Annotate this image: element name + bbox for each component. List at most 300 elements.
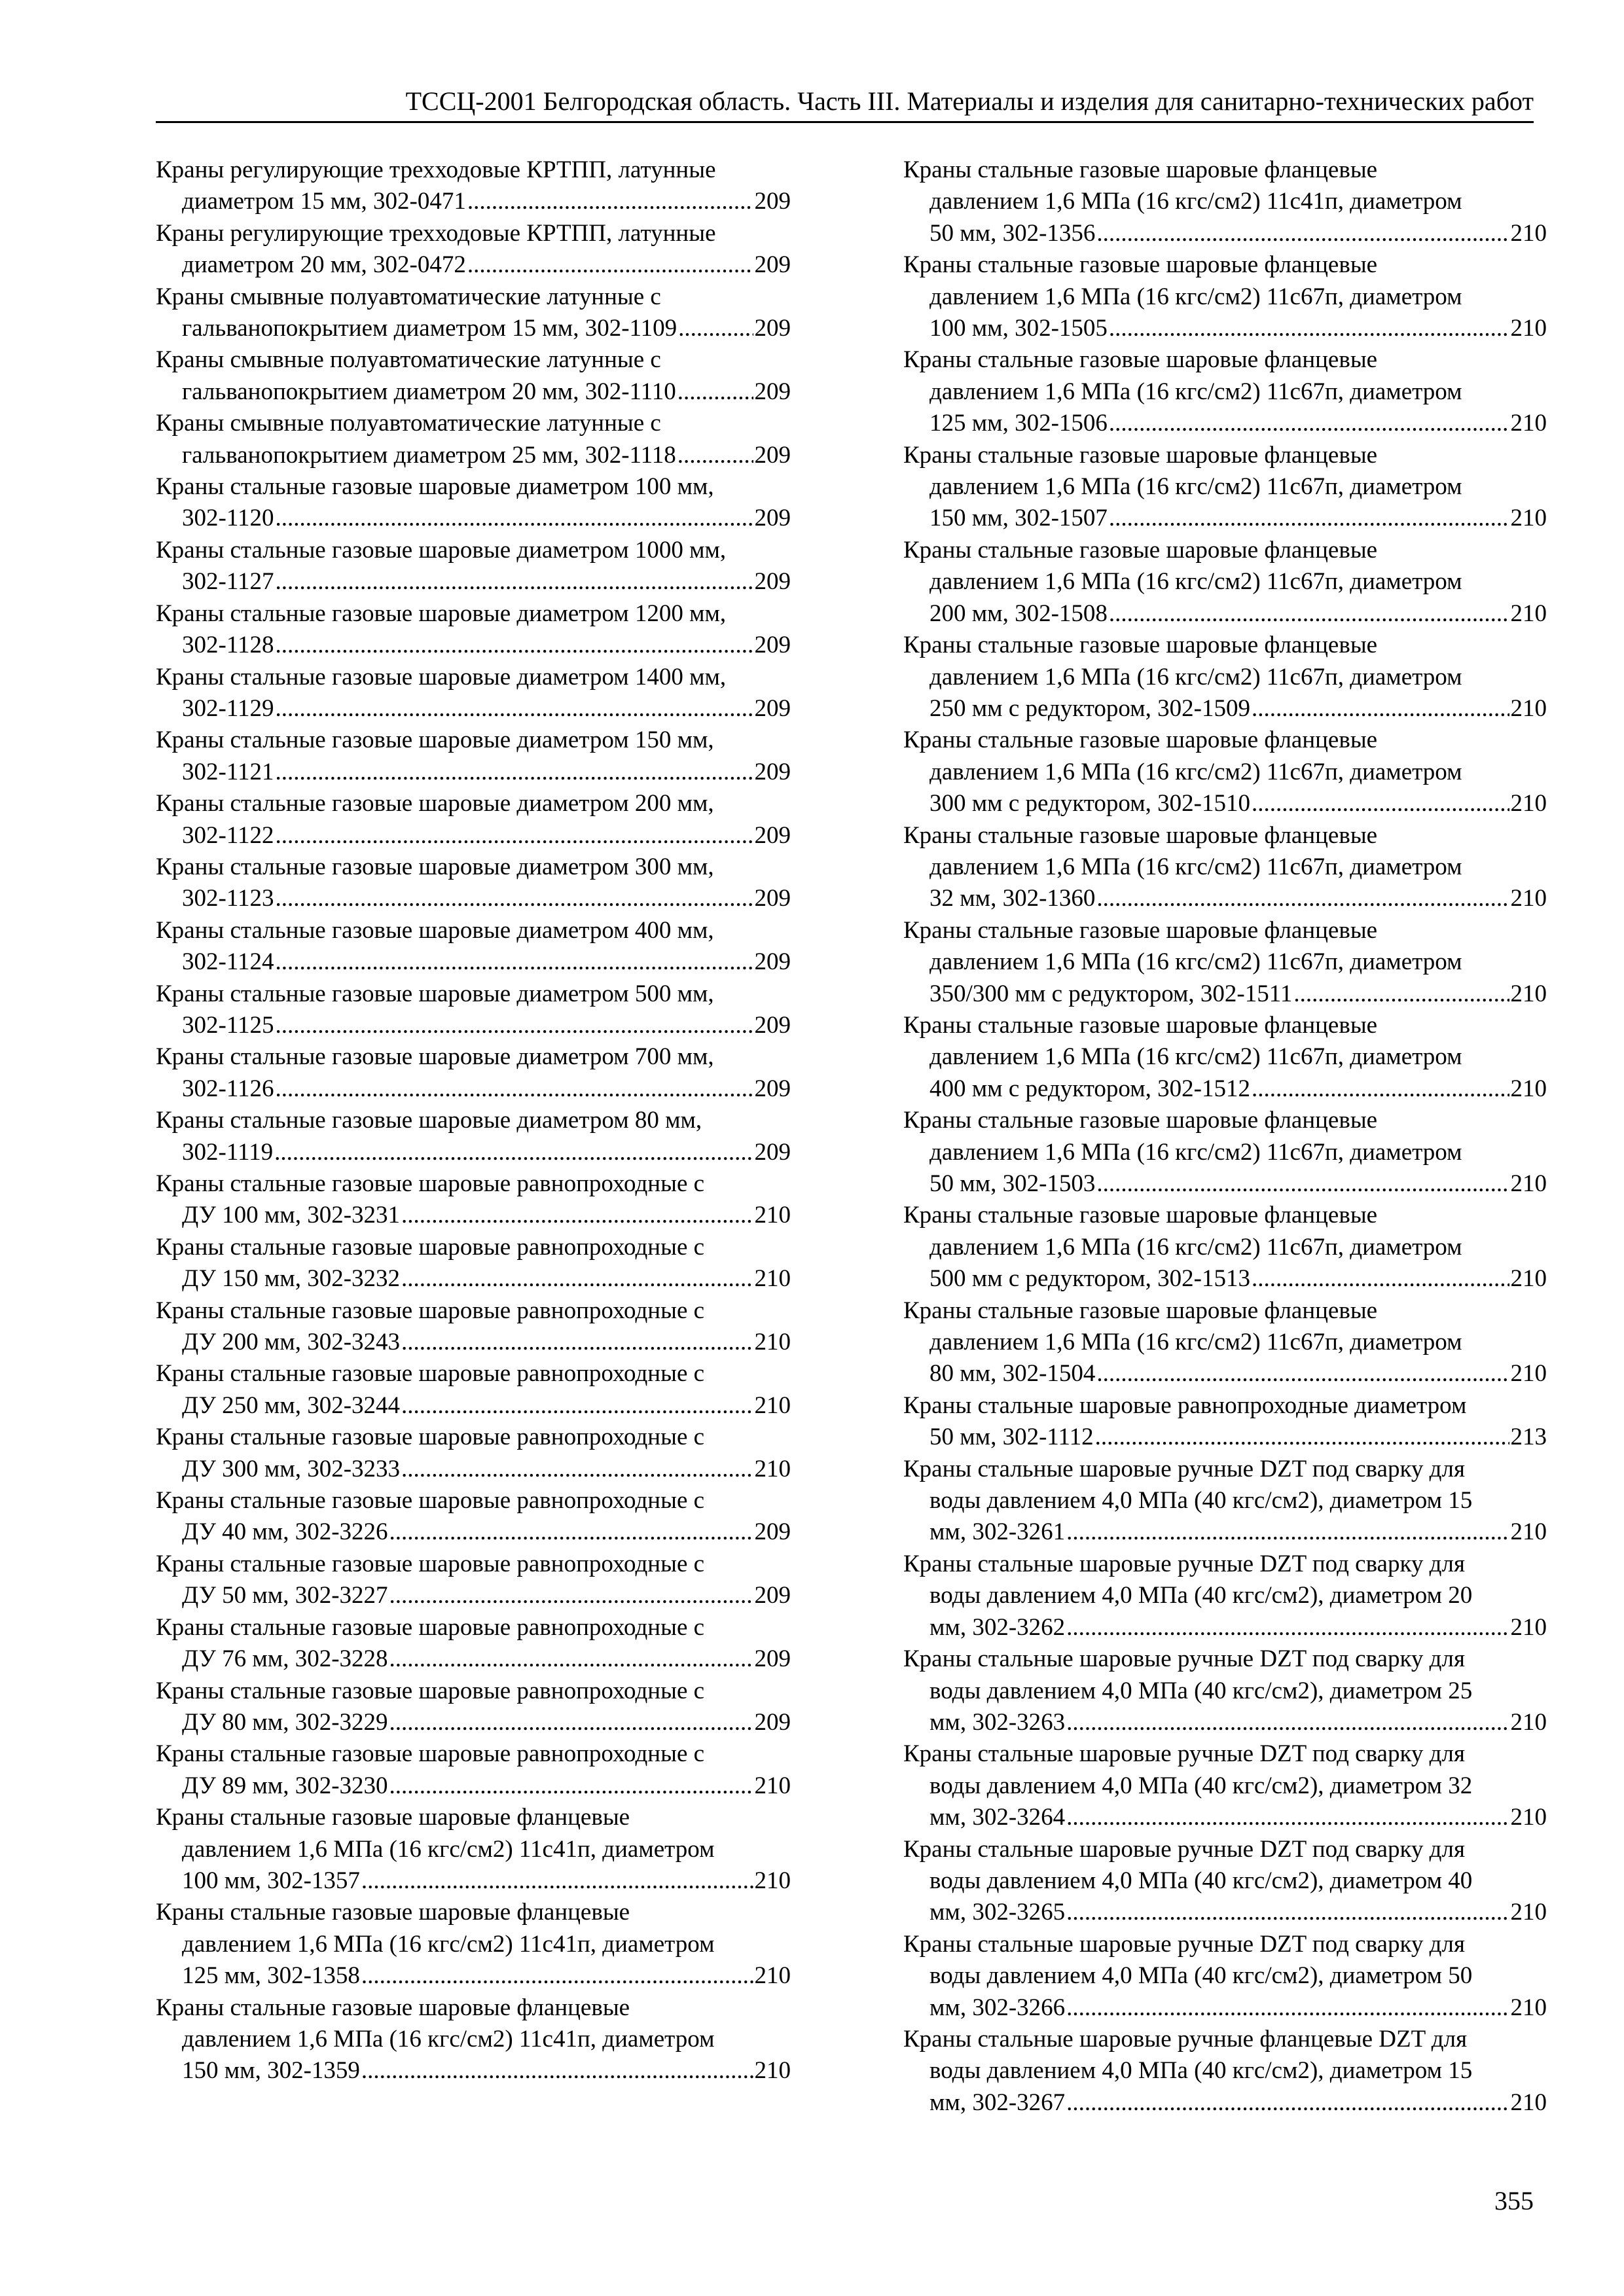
index-entry bbox=[903, 535, 1547, 630]
entry-code: ДУ 80 мм, 302-3229 bbox=[182, 1708, 388, 1736]
entry-continuation-line: давлением 1,6 МПа (16 кгс/см2) 11с41п, диаметром bbox=[182, 1835, 715, 1863]
index-entry bbox=[903, 1929, 1547, 2024]
entry-title-line: Краны стальные газовые шаровые равнопроходные с bbox=[156, 1297, 705, 1324]
entry-code: 200 мм, 302-1508 bbox=[929, 600, 1108, 627]
entry-continuation-line: воды давлением 4,0 МПа (40 кгс/см2), диаметром 32 bbox=[929, 1772, 1473, 1799]
entry-last-line bbox=[156, 1516, 791, 1548]
dot-leader bbox=[1252, 1263, 1509, 1295]
entry-last-line bbox=[903, 1516, 1547, 1548]
index-entry bbox=[903, 1549, 1547, 1643]
index-entry bbox=[156, 915, 791, 978]
entry-title-line: Краны стальные шаровые ручные DZT под сварку для bbox=[903, 1455, 1465, 1482]
index-entry bbox=[156, 1358, 791, 1422]
index-entry bbox=[903, 1105, 1547, 1200]
dot-leader bbox=[361, 1865, 753, 1897]
entry-code: 500 мм с редуктором, 302-1513 bbox=[929, 1265, 1250, 1293]
entry-page-number: 210 bbox=[1510, 1613, 1547, 1641]
entry-code: 302-1121 bbox=[182, 758, 274, 785]
entry-last-line bbox=[156, 1454, 791, 1485]
entry-page-number: 210 bbox=[1510, 2089, 1547, 2116]
index-entry bbox=[903, 440, 1547, 535]
entry-title-line: Краны стальные газовые шаровые диаметром 150 мм, bbox=[156, 726, 714, 754]
header-rule bbox=[156, 121, 1534, 123]
entry-continuation-line: давлением 1,6 МПа (16 кгс/см2) 11с67п, диаметром bbox=[929, 758, 1462, 785]
entry-title-line: Краны стальные газовые шаровые диаметром 400 мм, bbox=[156, 916, 714, 944]
entry-last-line bbox=[156, 1263, 791, 1295]
index-entry bbox=[903, 1738, 1547, 1833]
entry-last-line bbox=[156, 249, 791, 281]
entry-code: гальванопокрытием диаметром 20 мм, 302-1110 bbox=[182, 378, 676, 405]
entry-code: 100 мм, 302-1505 bbox=[929, 315, 1108, 342]
entry-page-number: 209 bbox=[754, 378, 791, 405]
entry-code: 300 мм с редуктором, 302-1510 bbox=[929, 790, 1250, 817]
entry-code: 302-1119 bbox=[182, 1138, 274, 1166]
dot-leader bbox=[467, 186, 753, 217]
entry-page-number: 210 bbox=[1510, 1360, 1547, 1388]
entry-title-line: Краны стальные газовые шаровые фланцевые bbox=[903, 1202, 1378, 1229]
entry-code: 302-1122 bbox=[182, 821, 274, 849]
index-entry bbox=[156, 1422, 791, 1485]
dot-leader bbox=[1066, 1802, 1509, 1833]
entry-code: диаметром 20 мм, 302-0472 bbox=[182, 251, 466, 279]
entry-code: 302-1120 bbox=[182, 505, 274, 532]
dot-leader bbox=[1066, 1612, 1509, 1643]
entry-title-line: Краны стальные газовые шаровые фланцевые bbox=[903, 251, 1378, 279]
entry-page-number: 209 bbox=[754, 694, 791, 722]
dot-leader bbox=[275, 820, 753, 852]
entry-page-number: 210 bbox=[1510, 790, 1547, 817]
index-entry bbox=[156, 978, 791, 1042]
entry-page-number: 209 bbox=[754, 632, 791, 659]
index-entry bbox=[156, 408, 791, 471]
entry-continuation-line: воды давлением 4,0 МПа (40 кгс/см2), диаметром 15 bbox=[929, 1487, 1473, 1515]
entry-page-number: 210 bbox=[754, 1329, 791, 1356]
entry-title-line: Краны стальные газовые шаровые фланцевые bbox=[156, 1994, 630, 2021]
entry-last-line bbox=[903, 1612, 1547, 1643]
entry-title-line: Краны стальные газовые шаровые равнопроходные с bbox=[156, 1740, 705, 1768]
dot-leader bbox=[1109, 598, 1509, 630]
dot-leader bbox=[275, 693, 753, 725]
entry-last-line bbox=[903, 1992, 1547, 2024]
dot-leader bbox=[275, 566, 753, 598]
entry-page-number: 210 bbox=[754, 1202, 791, 1229]
entry-title-line: Краны стальные газовые шаровые фланцевые bbox=[903, 346, 1378, 374]
dot-leader bbox=[275, 1073, 753, 1105]
dot-leader bbox=[389, 1707, 753, 1738]
index-entry bbox=[156, 1105, 791, 1168]
entry-title-line: Краны стальные газовые шаровые диаметром 500 мм, bbox=[156, 980, 714, 1007]
entry-last-line bbox=[903, 218, 1547, 249]
entry-page-number: 210 bbox=[754, 1265, 791, 1293]
index-entry bbox=[156, 598, 791, 662]
entry-page-number: 209 bbox=[754, 441, 791, 469]
index-column-left bbox=[156, 154, 791, 2087]
index-entry bbox=[903, 1834, 1547, 1929]
entry-code: 100 мм, 302-1357 bbox=[182, 1867, 360, 1894]
entry-title-line: Краны стальные газовые шаровые равнопроходные с bbox=[156, 1233, 705, 1261]
dot-leader bbox=[1096, 218, 1509, 249]
entry-code: 50 мм, 302-1356 bbox=[929, 219, 1096, 247]
entry-last-line bbox=[156, 503, 791, 534]
entry-page-number: 209 bbox=[754, 821, 791, 849]
entry-title-line: Краны стальные газовые шаровые диаметром 1000 мм, bbox=[156, 536, 727, 564]
dot-leader bbox=[1096, 1168, 1509, 1200]
index-entry bbox=[903, 725, 1547, 819]
entry-continuation-line: давлением 1,6 МПа (16 кгс/см2) 11с67п, диаметром bbox=[929, 663, 1462, 691]
entry-title-line: Краны стальные газовые шаровые равнопроходные с bbox=[156, 1170, 705, 1197]
entry-continuation-line: давлением 1,6 МПа (16 кгс/см2) 11с67п, диаметром bbox=[929, 378, 1462, 405]
index-entry bbox=[903, 1454, 1547, 1549]
entry-continuation-line: давлением 1,6 МПа (16 кгс/см2) 11с41п, диаметром bbox=[182, 2025, 715, 2053]
entry-title-line: Краны регулирующие трехходовые КРТПП, латунные bbox=[156, 219, 716, 247]
entry-code: ДУ 100 мм, 302-3231 bbox=[182, 1202, 401, 1229]
entry-code: 302-1125 bbox=[182, 1011, 274, 1039]
index-entry bbox=[156, 852, 791, 915]
dot-leader bbox=[275, 630, 753, 661]
entry-last-line bbox=[903, 408, 1547, 439]
entry-last-line bbox=[156, 1137, 791, 1168]
entry-page-number: 210 bbox=[1510, 600, 1547, 627]
page-number: 355 bbox=[1494, 2186, 1534, 2215]
entry-page-number: 210 bbox=[1510, 219, 1547, 247]
entry-last-line bbox=[156, 757, 791, 788]
entry-code: 302-1127 bbox=[182, 568, 274, 596]
entry-last-line bbox=[156, 946, 791, 978]
entry-page-number: 210 bbox=[1510, 410, 1547, 437]
entry-title-line: Краны стальные газовые шаровые фланцевые bbox=[903, 726, 1378, 754]
entry-continuation-line: давлением 1,6 МПа (16 кгс/см2) 11с67п, диаметром bbox=[929, 568, 1462, 596]
entry-title-line: Краны стальные газовые шаровые фланцевые bbox=[903, 1011, 1378, 1039]
entry-last-line bbox=[903, 883, 1547, 914]
entry-page-number: 209 bbox=[754, 1075, 791, 1102]
entry-page-number: 209 bbox=[754, 1138, 791, 1166]
dot-leader bbox=[1066, 1897, 1509, 1928]
entry-title-line: Краны стальные газовые шаровые фланцевые bbox=[903, 156, 1378, 183]
entry-continuation-line: воды давлением 4,0 МПа (40 кгс/см2), диаметром 50 bbox=[929, 1962, 1473, 1990]
entry-title-line: Краны стальные газовые шаровые фланцевые bbox=[903, 632, 1378, 659]
entry-continuation-line: давлением 1,6 МПа (16 кгс/см2) 11с67п, диаметром bbox=[929, 1138, 1462, 1166]
entry-code: мм, 302-3267 bbox=[929, 2089, 1066, 2116]
entry-title-line: Краны стальные газовые шаровые диаметром 700 мм, bbox=[156, 1043, 714, 1071]
index-entry bbox=[903, 1010, 1547, 1105]
entry-title-line: Краны стальные газовые шаровые равнопроходные с bbox=[156, 1550, 705, 1577]
entry-last-line bbox=[903, 978, 1547, 1010]
entry-last-line bbox=[156, 1770, 791, 1802]
dot-leader bbox=[467, 249, 753, 281]
dot-leader bbox=[677, 376, 753, 408]
entry-title-line: Краны стальные шаровые ручные DZT под сварку для bbox=[903, 1740, 1465, 1768]
entry-continuation-line: давлением 1,6 МПа (16 кгс/см2) 11с67п, диаметром bbox=[929, 1233, 1462, 1261]
entry-last-line bbox=[156, 1707, 791, 1738]
dot-leader bbox=[275, 757, 753, 788]
index-entry bbox=[903, 1390, 1547, 1454]
entry-page-number: 209 bbox=[754, 251, 791, 279]
entry-page-number: 209 bbox=[754, 758, 791, 785]
entry-code: 80 мм, 302-1504 bbox=[929, 1360, 1096, 1388]
entry-code: гальванопокрытием диаметром 15 мм, 302-1109 bbox=[182, 315, 677, 342]
entry-page-number: 209 bbox=[754, 1518, 791, 1546]
entry-page-number: 210 bbox=[754, 1772, 791, 1799]
entry-code: 350/300 мм с редуктором, 302-1511 bbox=[929, 980, 1293, 1007]
dot-leader bbox=[275, 883, 753, 914]
dot-leader bbox=[1066, 1707, 1509, 1738]
entry-title-line: Краны стальные шаровые ручные DZT под сварку для bbox=[903, 1550, 1465, 1577]
entry-last-line bbox=[903, 788, 1547, 819]
entry-code: 302-1129 bbox=[182, 694, 274, 722]
dot-leader bbox=[678, 313, 753, 344]
index-entry bbox=[156, 218, 791, 281]
entry-page-number: 210 bbox=[1510, 1899, 1547, 1926]
entry-title-line: Краны стальные газовые шаровые фланцевые bbox=[903, 536, 1378, 564]
dot-leader bbox=[1066, 1516, 1509, 1548]
entry-continuation-line: воды давлением 4,0 МПа (40 кгс/см2), диаметром 20 bbox=[929, 1582, 1473, 1609]
entry-continuation-line: давлением 1,6 МПа (16 кгс/см2) 11с67п, диаметром bbox=[929, 853, 1462, 880]
entry-last-line bbox=[156, 1643, 791, 1675]
entry-page-number: 210 bbox=[1510, 980, 1547, 1007]
dot-leader bbox=[1066, 1992, 1509, 2024]
entry-title-line: Краны стальные газовые шаровые фланцевые bbox=[903, 1297, 1378, 1324]
index-entry bbox=[903, 344, 1547, 439]
entry-last-line bbox=[903, 1707, 1547, 1738]
entry-page-number: 209 bbox=[754, 885, 791, 912]
entry-code: 150 мм, 302-1359 bbox=[182, 2057, 360, 2085]
entry-code: ДУ 150 мм, 302-3232 bbox=[182, 1265, 401, 1293]
entry-last-line bbox=[156, 693, 791, 725]
entry-last-line bbox=[903, 1073, 1547, 1105]
index-entry bbox=[156, 1549, 791, 1612]
entry-last-line bbox=[156, 1200, 791, 1231]
entry-page-number: 210 bbox=[1510, 1708, 1547, 1736]
index-entry bbox=[156, 1168, 791, 1232]
entry-title-line: Краны стальные газовые шаровые равнопроходные с bbox=[156, 1613, 705, 1641]
entry-last-line bbox=[156, 566, 791, 598]
entry-last-line bbox=[156, 883, 791, 914]
entry-title-line: Краны стальные шаровые ручные фланцевые DZT для bbox=[903, 2025, 1468, 2053]
entry-code: 302-1126 bbox=[182, 1075, 274, 1102]
entry-title-line: Краны стальные газовые шаровые фланцевые bbox=[903, 916, 1378, 944]
entry-page-number: 210 bbox=[1510, 315, 1547, 342]
entry-code: мм, 302-3266 bbox=[929, 1994, 1066, 2021]
index-entry bbox=[156, 725, 791, 788]
entry-page-number: 210 bbox=[1510, 885, 1547, 912]
entry-page-number: 209 bbox=[754, 1708, 791, 1736]
entry-last-line bbox=[156, 1390, 791, 1422]
entry-title-line: Краны стальные газовые шаровые равнопроходные с bbox=[156, 1360, 705, 1388]
entry-title-line: Краны стальные газовые шаровые фланцевые bbox=[156, 1804, 630, 1831]
entry-code: 32 мм, 302-1360 bbox=[929, 885, 1096, 912]
index-entry bbox=[156, 1485, 791, 1549]
entry-code: ДУ 300 мм, 302-3233 bbox=[182, 1455, 401, 1482]
entry-code: 125 мм, 302-1506 bbox=[929, 410, 1108, 437]
entry-last-line bbox=[156, 1073, 791, 1105]
entry-continuation-line: давлением 1,6 МПа (16 кгс/см2) 11с67п, диаметром bbox=[929, 473, 1462, 501]
entry-page-number: 210 bbox=[754, 1455, 791, 1482]
index-entry bbox=[903, 820, 1547, 915]
entry-title-line: Краны стальные шаровые ручные DZT под сварку для bbox=[903, 1930, 1465, 1958]
dot-leader bbox=[275, 1010, 753, 1041]
entry-title-line: Краны стальные газовые шаровые фланцевые bbox=[156, 1899, 630, 1926]
entry-page-number: 210 bbox=[754, 1867, 791, 1894]
entry-code: 302-1123 bbox=[182, 885, 274, 912]
index-entry bbox=[903, 1643, 1547, 1738]
index-entry bbox=[156, 1992, 791, 2087]
entry-page-number: 209 bbox=[754, 568, 791, 596]
dot-leader bbox=[401, 1390, 753, 1422]
entry-title-line: Краны стальные газовые шаровые равнопроходные с bbox=[156, 1424, 705, 1451]
dot-leader bbox=[1096, 1358, 1509, 1390]
entry-last-line bbox=[156, 1580, 791, 1611]
entry-code: 400 мм с редуктором, 302-1512 bbox=[929, 1075, 1250, 1102]
index-entry bbox=[903, 2024, 1547, 2119]
entry-code: диаметром 15 мм, 302-0471 bbox=[182, 188, 466, 215]
index-column-right bbox=[903, 154, 1547, 2119]
entry-code: ДУ 250 мм, 302-3244 bbox=[182, 1391, 401, 1419]
entry-title-line: Краны смывные полуавтоматические латунные с bbox=[156, 410, 661, 437]
entry-last-line bbox=[903, 1358, 1547, 1390]
entry-code: 125 мм, 302-1358 bbox=[182, 1962, 360, 1990]
dot-leader bbox=[401, 1327, 753, 1358]
dot-leader bbox=[389, 1516, 753, 1548]
entry-title-line: Краны стальные газовые шаровые диаметром 1400 мм, bbox=[156, 663, 727, 691]
index-entry bbox=[156, 344, 791, 408]
entry-continuation-line: воды давлением 4,0 МПа (40 кгс/см2), диаметром 40 bbox=[929, 1867, 1473, 1894]
entry-last-line bbox=[156, 630, 791, 661]
index-entry bbox=[156, 1738, 791, 1802]
entry-page-number: 209 bbox=[754, 1011, 791, 1039]
index-entry bbox=[156, 788, 791, 852]
dot-leader bbox=[389, 1770, 753, 1802]
entry-last-line bbox=[156, 1865, 791, 1897]
entry-title-line: Краны стальные газовые шаровые диаметром 1200 мм, bbox=[156, 600, 727, 627]
dot-leader bbox=[1252, 1073, 1509, 1105]
entry-page-number: 209 bbox=[754, 1645, 791, 1673]
entry-page-number: 209 bbox=[754, 1582, 791, 1609]
entry-code: мм, 302-3263 bbox=[929, 1708, 1066, 1736]
entry-continuation-line: воды давлением 4,0 МПа (40 кгс/см2), диаметром 25 bbox=[929, 1677, 1473, 1704]
dot-leader bbox=[275, 946, 753, 978]
entry-continuation-line: давлением 1,6 МПа (16 кгс/см2) 11с67п, диаметром bbox=[929, 1329, 1462, 1356]
entry-title-line: Краны стальные газовые шаровые равнопроходные с bbox=[156, 1677, 705, 1704]
entry-page-number: 210 bbox=[1510, 1994, 1547, 2021]
entry-last-line bbox=[156, 376, 791, 408]
dot-leader bbox=[274, 1137, 753, 1168]
entry-continuation-line: давлением 1,6 МПа (16 кгс/см2) 11с67п, диаметром bbox=[929, 283, 1462, 310]
entry-last-line bbox=[903, 313, 1547, 344]
entry-page-number: 210 bbox=[754, 1962, 791, 1990]
entry-code: ДУ 40 мм, 302-3226 bbox=[182, 1518, 388, 1546]
entry-continuation-line: давлением 1,6 МПа (16 кгс/см2) 11с41п, диаметром bbox=[929, 188, 1462, 215]
index-entry bbox=[903, 630, 1547, 725]
entry-code: ДУ 50 мм, 302-3227 bbox=[182, 1582, 388, 1609]
dot-leader bbox=[1066, 2087, 1509, 2119]
entry-title-line: Краны стальные шаровые равнопроходные диаметром bbox=[903, 1391, 1467, 1419]
entry-last-line bbox=[903, 1422, 1547, 1453]
entry-continuation-line: давлением 1,6 МПа (16 кгс/см2) 11с67п, диаметром bbox=[929, 1043, 1462, 1071]
entry-last-line bbox=[903, 503, 1547, 534]
dot-leader bbox=[401, 1263, 753, 1295]
entry-last-line bbox=[156, 1010, 791, 1041]
entry-code: мм, 302-3262 bbox=[929, 1613, 1066, 1641]
entry-last-line bbox=[156, 820, 791, 852]
index-entry bbox=[903, 249, 1547, 344]
entry-last-line bbox=[903, 1897, 1547, 1928]
entry-title-line: Краны смывные полуавтоматические латунные с bbox=[156, 283, 661, 310]
index-entry bbox=[156, 662, 791, 725]
dot-leader bbox=[275, 503, 753, 534]
entry-last-line bbox=[903, 1168, 1547, 1200]
entry-title-line: Краны стальные газовые шаровые диаметром 300 мм, bbox=[156, 853, 714, 880]
dot-leader bbox=[361, 1960, 753, 1992]
index-entry bbox=[903, 1200, 1547, 1295]
entry-continuation-line: давлением 1,6 МПа (16 кгс/см2) 11с41п, диаметром bbox=[182, 1930, 715, 1958]
entry-page-number: 210 bbox=[1510, 1265, 1547, 1293]
entry-page-number: 210 bbox=[1510, 505, 1547, 532]
dot-leader bbox=[677, 440, 753, 471]
dot-leader bbox=[401, 1200, 753, 1231]
index-entry bbox=[156, 1295, 791, 1359]
entry-last-line bbox=[156, 1960, 791, 1992]
index-entry bbox=[903, 154, 1547, 249]
index-entry bbox=[156, 1676, 791, 1739]
entry-title-line: Краны стальные газовые шаровые фланцевые bbox=[903, 1107, 1378, 1134]
index-entry bbox=[156, 1802, 791, 1897]
index-entry bbox=[156, 1041, 791, 1105]
running-header: ТССЦ-2001 Белгородская область. Часть III. Материалы и изделия для санитарно-технических работ bbox=[405, 86, 1534, 116]
dot-leader bbox=[389, 1580, 753, 1611]
entry-page-number: 210 bbox=[754, 1391, 791, 1419]
entry-last-line bbox=[156, 186, 791, 217]
dot-leader bbox=[1109, 503, 1509, 534]
entry-title-line: Краны стальные газовые шаровые фланцевые bbox=[903, 821, 1378, 849]
entry-code: ДУ 89 мм, 302-3230 bbox=[182, 1772, 388, 1799]
entry-code: ДУ 200 мм, 302-3243 bbox=[182, 1329, 401, 1356]
entry-page-number: 210 bbox=[1510, 694, 1547, 722]
entry-page-number: 209 bbox=[754, 188, 791, 215]
entry-title-line: Краны стальные газовые шаровые равнопроходные с bbox=[156, 1487, 705, 1515]
dot-leader bbox=[389, 1643, 753, 1675]
entry-last-line bbox=[903, 598, 1547, 630]
index-entry bbox=[156, 471, 791, 535]
entry-code: мм, 302-3264 bbox=[929, 1804, 1066, 1831]
dot-leader bbox=[1109, 408, 1509, 439]
entry-code: гальванопокрытием диаметром 25 мм, 302-1118 bbox=[182, 441, 676, 469]
entry-code: 150 мм, 302-1507 bbox=[929, 505, 1108, 532]
entry-code: 250 мм с редуктором, 302-1509 bbox=[929, 694, 1250, 722]
index-entry bbox=[156, 535, 791, 598]
dot-leader bbox=[1293, 978, 1509, 1010]
entry-last-line bbox=[903, 1802, 1547, 1833]
entry-code: 302-1124 bbox=[182, 948, 274, 976]
entry-code: ДУ 76 мм, 302-3228 bbox=[182, 1645, 388, 1673]
dot-leader bbox=[1095, 1422, 1509, 1453]
entry-code: 50 мм, 302-1112 bbox=[929, 1424, 1094, 1451]
dot-leader bbox=[1096, 883, 1509, 914]
index-entry bbox=[156, 154, 791, 218]
index-entry bbox=[903, 1295, 1547, 1390]
entry-page-number: 209 bbox=[754, 505, 791, 532]
entry-last-line bbox=[903, 1263, 1547, 1295]
entry-page-number: 209 bbox=[754, 315, 791, 342]
entry-title-line: Краны стальные газовые шаровые диаметром 100 мм, bbox=[156, 473, 714, 501]
entry-page-number: 210 bbox=[754, 2057, 791, 2085]
entry-continuation-line: воды давлением 4,0 МПа (40 кгс/см2), диаметром 15 bbox=[929, 2057, 1473, 2085]
entry-page-number: 210 bbox=[1510, 1075, 1547, 1102]
entry-title-line: Краны стальные газовые шаровые диаметром 80 мм, bbox=[156, 1107, 702, 1134]
entry-continuation-line: давлением 1,6 МПа (16 кгс/см2) 11с67п, диаметром bbox=[929, 948, 1462, 976]
entry-title-line: Краны стальные газовые шаровые диаметром 200 мм, bbox=[156, 790, 714, 817]
entry-code: 302-1128 bbox=[182, 632, 274, 659]
dot-leader bbox=[1252, 788, 1509, 819]
